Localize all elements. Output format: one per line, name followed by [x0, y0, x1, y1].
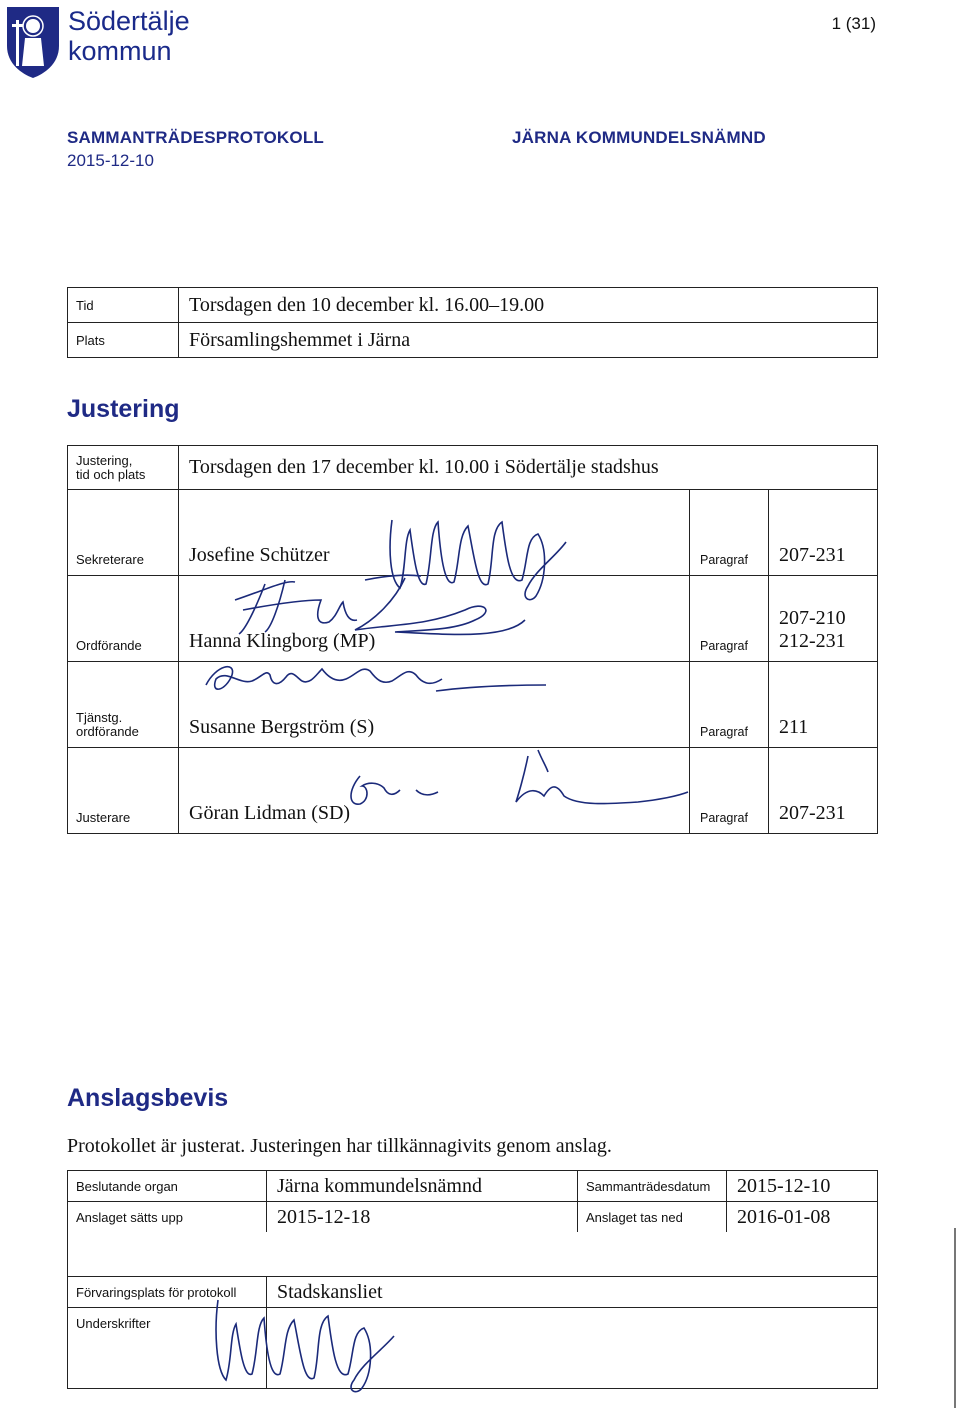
- removed-label: Anslaget tas ned: [578, 1202, 727, 1233]
- paragraph-range: [769, 662, 878, 748]
- brand-line-2: kommun: [68, 36, 172, 66]
- place-label: Plats: [68, 323, 179, 358]
- paragraph-range-line2: 212-231: [779, 630, 846, 652]
- justering-time-row: [68, 446, 878, 490]
- municipality-logo: [4, 4, 62, 80]
- signer-role-line1: Tjänstg.: [76, 710, 123, 725]
- signer-row: [68, 662, 878, 748]
- paragraph-range-line1: 207-231: [779, 802, 846, 824]
- anslag-row-signatures: [68, 1308, 878, 1389]
- paragraph-range: [769, 490, 878, 576]
- anslag-row-dates: [68, 1202, 878, 1233]
- paragraph-range-line1: 207-231: [779, 544, 846, 566]
- meeting-date-label: Sammanträdesdatum: [578, 1171, 727, 1202]
- committee-title: JÄRNA KOMMUNDELSNÄMND: [512, 128, 766, 147]
- signer-name: Hanna Klingborg (MP): [179, 576, 690, 662]
- signer-row: [68, 748, 878, 834]
- paragraph-range: [769, 748, 878, 834]
- document-date: 2015-12-10: [67, 151, 154, 170]
- justering-time-label: [68, 446, 179, 490]
- anslagsbevis-table: [67, 1170, 878, 1389]
- paragraph-label: Paragraf: [690, 662, 769, 748]
- meeting-date-value: 2015-12-10: [727, 1171, 878, 1202]
- page-number: 1 (31): [831, 14, 876, 33]
- scan-edge-mark: [954, 1228, 956, 1408]
- anslag-spacer-row: [68, 1232, 878, 1277]
- brand-line-1: Södertälje: [68, 6, 190, 36]
- signer-row: [68, 490, 878, 576]
- signer-role: Sekreterare: [68, 490, 179, 576]
- signer-role: [68, 662, 179, 748]
- storage-value: Stadskansliet: [267, 1277, 878, 1308]
- paragraph-range: [769, 576, 878, 662]
- paragraph-label: Paragraf: [690, 490, 769, 576]
- time-value: Torsdagen den 10 december kl. 16.00–19.00: [179, 288, 878, 323]
- signer-role-line2: ordförande: [76, 724, 139, 739]
- justering-table: [67, 445, 878, 834]
- justering-time-value: Torsdagen den 17 december kl. 10.00 i Södertälje stadshus: [179, 446, 878, 490]
- paragraph-range-line1: 211: [779, 716, 809, 738]
- meeting-row-place: [68, 323, 878, 358]
- decision-body-value: Järna kommundelsnämnd: [267, 1171, 578, 1202]
- justering-time-label-line1: Justering,: [76, 452, 133, 468]
- signer-name: Josefine Schützer: [179, 490, 690, 576]
- paragraph-range-line1: 207-210: [779, 607, 846, 629]
- signer-row: [68, 576, 878, 662]
- storage-label: Förvaringsplats för protokoll: [68, 1277, 267, 1308]
- signatures-label: Underskrifter: [68, 1308, 267, 1389]
- justering-time-label-line2: tid och plats: [76, 466, 146, 482]
- paragraph-label: Paragraf: [690, 576, 769, 662]
- document-title: SAMMANTRÄDESPROTOKOLL: [67, 128, 324, 147]
- anslagsbevis-intro: Protokollet är justerat. Justeringen har tillkännagivits genom anslag.: [67, 1135, 612, 1157]
- place-value: Församlingshemmet i Järna: [179, 323, 878, 358]
- anslagsbevis-heading: Anslagsbevis: [67, 1084, 229, 1112]
- signer-name: Susanne Bergström (S): [179, 662, 690, 748]
- paragraph-label: Paragraf: [690, 748, 769, 834]
- signer-role: Justerare: [68, 748, 179, 834]
- justering-heading: Justering: [67, 395, 180, 423]
- removed-value: 2016-01-08: [727, 1202, 878, 1233]
- municipality-name: [68, 6, 190, 66]
- posted-value: 2015-12-18: [267, 1202, 578, 1233]
- signer-name: Göran Lidman (SD): [179, 748, 690, 834]
- signer-role: Ordförande: [68, 576, 179, 662]
- anslag-row-body: [68, 1171, 878, 1202]
- meeting-row-time: [68, 288, 878, 323]
- anslag-row-storage: [68, 1277, 878, 1308]
- time-label: Tid: [68, 288, 179, 323]
- decision-body-label: Beslutande organ: [68, 1171, 267, 1202]
- spacer-cell: [68, 1232, 878, 1277]
- signatures-cell: [267, 1308, 878, 1389]
- meeting-info-table: [67, 287, 878, 358]
- posted-label: Anslaget sätts upp: [68, 1202, 267, 1233]
